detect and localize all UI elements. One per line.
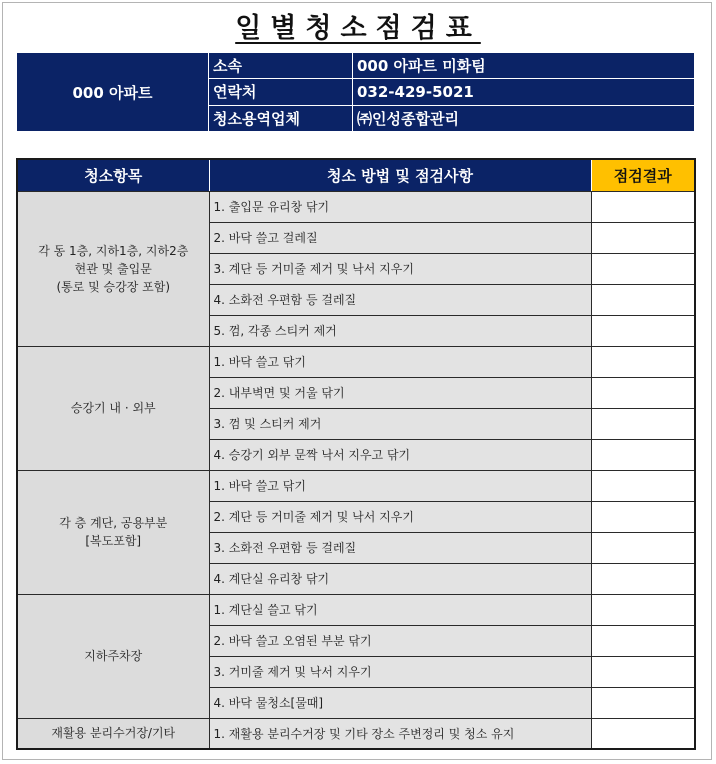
category-line: 지하주차장	[84, 649, 143, 663]
result-cell[interactable]	[591, 439, 695, 470]
method-cell: 3. 껌 및 스티커 제거	[209, 408, 591, 439]
result-cell[interactable]	[591, 315, 695, 346]
method-cell: 1. 계단실 쓸고 닦기	[209, 594, 591, 625]
method-cell: 5. 껌, 각종 스티커 제거	[209, 315, 591, 346]
method-cell: 4. 소화전 우편함 등 걸레질	[209, 284, 591, 315]
method-cell: 4. 승강기 외부 문짝 낙서 지우고 닦기	[209, 439, 591, 470]
category-line: 재활용 분리수거장/기타	[51, 726, 176, 741]
category-line: 각 동 1층, 지하1층, 지하2층	[38, 243, 189, 258]
method-cell: 1. 출입문 유리창 닦기	[209, 191, 591, 222]
category-cell	[17, 191, 209, 346]
result-cell[interactable]	[591, 222, 695, 253]
category-line: 현관 및 출입문	[74, 261, 152, 276]
table-row	[17, 718, 695, 749]
info-value-company: ㈜인성종합관리	[353, 105, 695, 131]
method-cell: 1. 바닥 쓸고 닦기	[209, 346, 591, 377]
method-cell: 1. 바닥 쓸고 닦기	[209, 470, 591, 501]
result-cell[interactable]	[591, 563, 695, 594]
method-cell: 2. 바닥 쓸고 걸레질	[209, 222, 591, 253]
method-cell: 3. 계단 등 거미줄 제거 및 낙서 지우기	[209, 253, 591, 284]
method-cell: 4. 바닥 물청소[물때]	[209, 687, 591, 718]
result-cell[interactable]	[591, 718, 695, 749]
checklist-table	[16, 158, 696, 750]
checklist-body	[17, 191, 695, 749]
method-cell: 4. 계단실 유리창 닦기	[209, 563, 591, 594]
result-cell[interactable]	[591, 532, 695, 563]
category-line: (통로 및 승강장 포함)	[56, 279, 171, 294]
table-row	[17, 594, 695, 625]
method-cell: 2. 바닥 쓸고 오염된 부분 닦기	[209, 625, 591, 656]
info-value-affiliation: 000 아파트 미화팀	[353, 53, 695, 79]
result-cell[interactable]	[591, 346, 695, 377]
category-line: 각 층 계단, 공용부분	[59, 516, 168, 530]
result-cell[interactable]	[591, 377, 695, 408]
result-cell[interactable]	[591, 501, 695, 532]
header-method: 청소 방법 및 점검사항	[209, 159, 591, 191]
result-cell[interactable]	[591, 284, 695, 315]
category-cell	[17, 470, 209, 594]
table-row	[17, 191, 695, 222]
result-cell[interactable]	[591, 656, 695, 687]
table-row	[17, 346, 695, 377]
page-title: 일별청소점검표	[235, 13, 481, 44]
table-row	[17, 470, 695, 501]
method-cell: 3. 거미줄 제거 및 낙서 지우기	[209, 656, 591, 687]
result-cell[interactable]	[591, 470, 695, 501]
category-cell	[17, 346, 209, 470]
method-cell: 3. 소화전 우편함 등 걸레질	[209, 532, 591, 563]
info-label-contact: 연락처	[209, 79, 353, 105]
result-cell[interactable]	[591, 191, 695, 222]
method-cell: 2. 계단 등 거미줄 제거 및 낙서 지우기	[209, 501, 591, 532]
header-category: 청소항목	[17, 159, 209, 191]
result-cell[interactable]	[591, 625, 695, 656]
info-label-company: 청소용역업체	[209, 105, 353, 131]
category-cell	[17, 594, 209, 718]
method-cell: 2. 내부벽면 및 거울 닦기	[209, 377, 591, 408]
apartment-name: 000 아파트	[17, 53, 209, 132]
result-cell[interactable]	[591, 687, 695, 718]
category-line: 승강기 내 · 외부	[70, 401, 156, 415]
category-cell	[17, 718, 209, 749]
result-cell[interactable]	[591, 408, 695, 439]
category-line: [복도포함]	[85, 534, 142, 548]
result-cell[interactable]	[591, 253, 695, 284]
header-result: 점검결과	[591, 159, 695, 191]
method-cell: 1. 재활용 분리수거장 및 기타 장소 주변정리 및 청소 유지	[209, 718, 591, 749]
info-value-contact: 032-429-5021	[353, 79, 695, 105]
result-cell[interactable]	[591, 594, 695, 625]
info-table	[16, 52, 695, 132]
info-label-affiliation: 소속	[209, 53, 353, 79]
